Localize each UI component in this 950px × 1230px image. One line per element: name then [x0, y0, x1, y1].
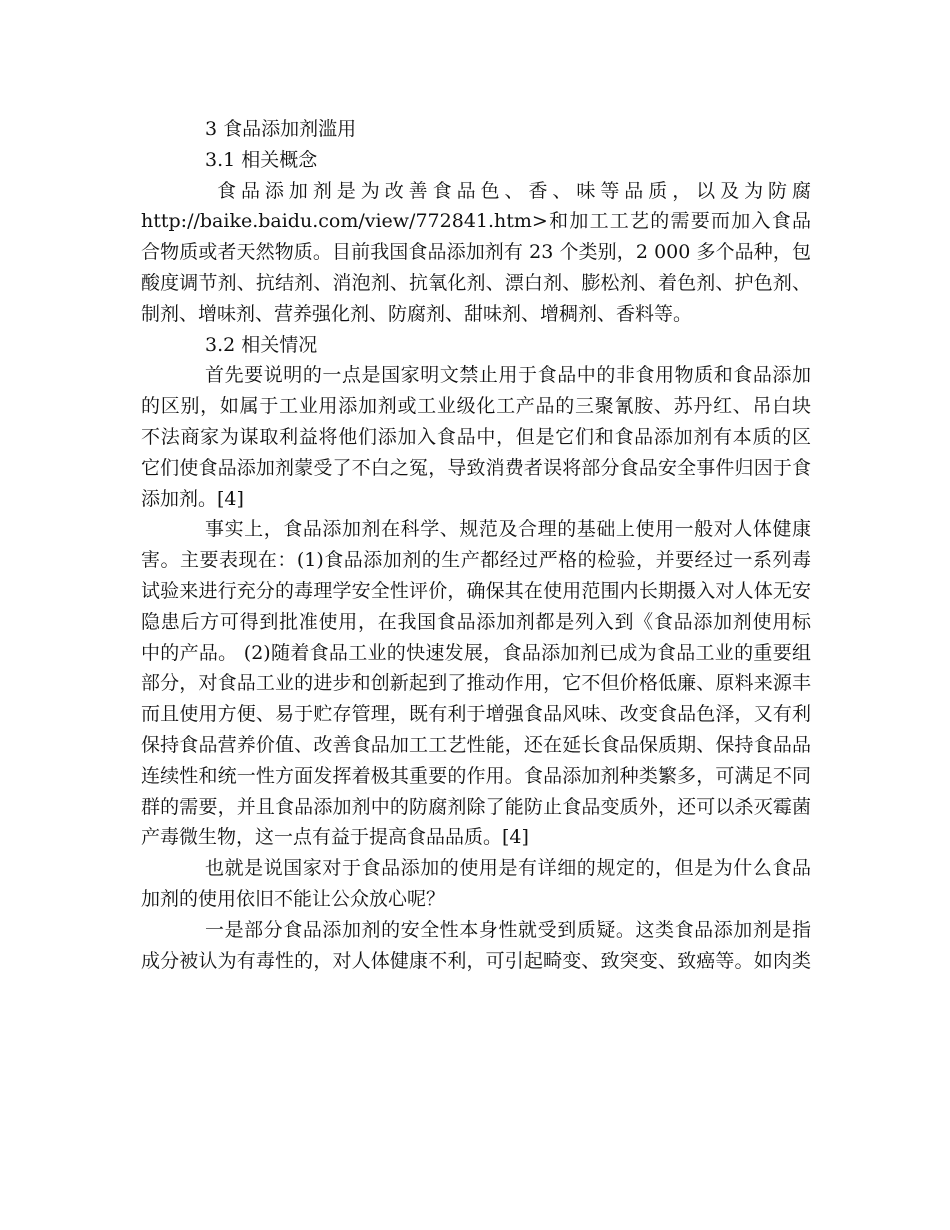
paragraph-line: 食品添加剂是为改善食品色、香、味等品质，以及为防腐: [217, 179, 811, 202]
paragraph-1: [141, 360, 811, 514]
document-body: [141, 114, 811, 976]
paragraph-line: 产毒微生物，这一点有益于提高食品品质。[4]: [141, 826, 529, 849]
paragraph-line: http://baike.baidu.com/view/772841.htm>和加工工艺的需要而加入食品: [141, 210, 811, 233]
paragraph-line: 部分，对食品工业的进步和创新起到了推动作用，它不但价格低廉、原料来源丰: [141, 672, 811, 695]
paragraph-line: 事实上，食品添加剂在科学、规范及合理的基础上使用一般对人体健康: [205, 518, 811, 541]
paragraph-line: 也就是说国家对于食品添加的使用是有详细的规定的，但是为什么食品: [205, 857, 811, 880]
paragraph-line: 制剂、增味剂、营养强化剂、防腐剂、甜味剂、增稠剂、香料等。: [141, 302, 693, 325]
paragraph-line: 的区别，如属于工业用添加剂或工业级化工产品的三聚氰胺、苏丹红、吊白块: [141, 395, 811, 418]
paragraph-line: 而且使用方便、易于贮存管理，既有利于增强食品风味、改变食品色泽，又有利: [141, 703, 811, 726]
paragraph-3: [141, 853, 811, 915]
section-3-heading: 3 食品添加剂滥用: [205, 118, 357, 140]
paragraph-line: 成分被认为有毒性的，对人体健康不利，可引起畸变、致突变、致癌等。如肉类: [141, 949, 811, 972]
paragraph-line: 它们使食品添加剂蒙受了不白之冤，导致消费者误将部分食品安全事件归因于食: [141, 456, 811, 479]
section-3-1-heading: 3.1 相关概念: [205, 148, 318, 171]
paragraph-4: [141, 915, 811, 977]
paragraph-line: 酸度调节剂、抗结剂、消泡剂、抗氧化剂、漂白剂、膨松剂、着色剂、护色剂、: [141, 271, 811, 294]
paragraph-line: 群的需要，并且食品添加剂中的防腐剂除了能防止食品变质外，还可以杀灭霉菌: [141, 795, 811, 818]
section-3-1-paragraph: [141, 176, 811, 330]
paragraph-line: 害。主要表现在：(1)食品添加剂的生产都经过严格的检验，并要经过一系列毒: [141, 549, 811, 572]
paragraph-line: 连续性和统一性方面发挥着极其重要的作用。食品添加剂种类繁多，可满足不同: [141, 764, 811, 787]
paragraph-line: 加剂的使用依旧不能让公众放心呢？: [141, 887, 446, 910]
paragraph-line: 不法商家为谋取利益将他们添加入食品中，但是它们和食品添加剂有本质的区: [141, 425, 811, 448]
paragraph-2: [141, 514, 811, 853]
paragraph-line: 一是部分食品添加剂的安全性本身性就受到质疑。这类食品添加剂是指: [205, 918, 811, 941]
section-3-2-heading: 3.2 相关情况: [205, 333, 318, 356]
paragraph-line: 中的产品。 (2)随着食品工业的快速发展，食品添加剂已成为食品工业的重要组: [141, 641, 811, 664]
paragraph-line: 隐患后方可得到批准使用，在我国食品添加剂都是列入到《食品添加剂使用标: [141, 610, 811, 633]
paragraph-line: 首先要说明的一点是国家明文禁止用于食品中的非食用物质和食品添加: [205, 364, 811, 387]
paragraph-line: 保持食品营养价值、改善食品加工工艺性能，还在延长食品保质期、保持食品品: [141, 733, 811, 756]
paragraph-line: 试验来进行充分的毒理学安全性评价，确保其在使用范围内长期摄入对人体无安: [141, 579, 811, 602]
paragraph-line: 合物质或者天然物质。目前我国食品添加剂有 23 个类别，2 000 多个品种，包: [141, 241, 811, 264]
paragraph-line: 添加剂。[4]: [141, 487, 244, 510]
